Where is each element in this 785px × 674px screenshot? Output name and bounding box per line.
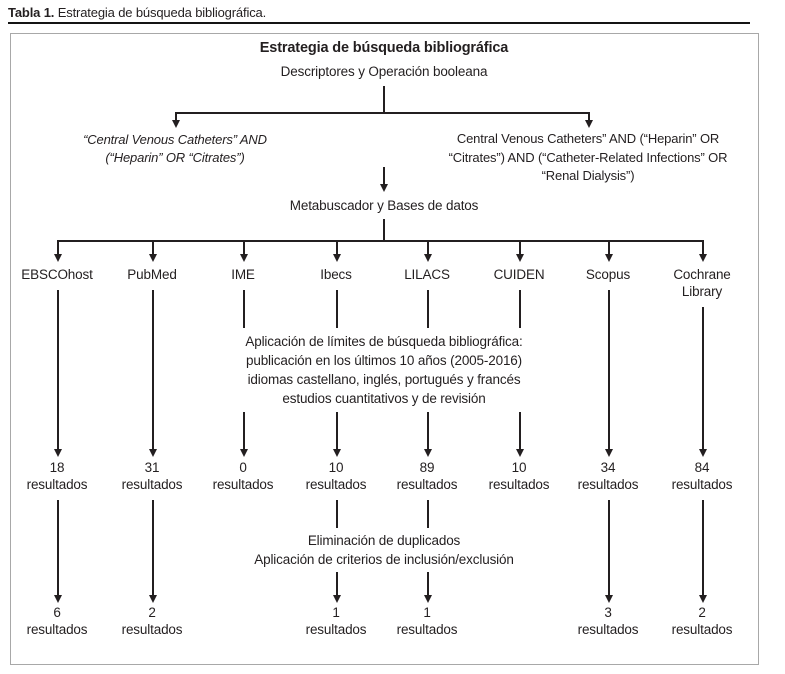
- result-label: resultados: [305, 622, 367, 637]
- limits-line4: estudios cuantitativos y de revisión: [282, 391, 486, 406]
- flowchart-title: Estrategia de búsqueda bibliográfica: [259, 40, 509, 56]
- query-left: [25, 131, 325, 167]
- initial-results: [563, 459, 653, 493]
- database-name: Cochrane Library: [673, 267, 731, 299]
- result-label: resultados: [671, 622, 733, 637]
- table-caption-text: Estrategia de búsqueda bibliográfica.: [54, 5, 267, 20]
- result-label: resultados: [396, 622, 458, 637]
- result-count: 2: [148, 605, 156, 620]
- result-count: 10: [511, 460, 527, 475]
- query-left-line2: (“Heparin” OR “Citrates”): [105, 150, 245, 165]
- connector-arrow: [152, 290, 154, 449]
- result-label: resultados: [396, 477, 458, 492]
- database-name: Ibecs: [320, 267, 352, 282]
- connector-arrow: [702, 500, 704, 595]
- query-right-line1: Central Venous Catheters” AND (“Heparin” OR: [456, 131, 720, 146]
- metasearch-label: Metabuscador y Bases de datos: [289, 198, 479, 213]
- final-results: [107, 604, 197, 638]
- database-name: IME: [231, 267, 255, 282]
- database-name: Scopus: [585, 267, 631, 282]
- limits-line1: Aplicación de límites de búsqueda bibliográfica:: [245, 334, 523, 349]
- final-results: [657, 604, 747, 638]
- result-count: 2: [698, 605, 706, 620]
- result-count: 0: [239, 460, 247, 475]
- final-results: [291, 604, 381, 638]
- result-count: 6: [53, 605, 61, 620]
- result-count: 1: [332, 605, 340, 620]
- initial-results: [198, 459, 288, 493]
- database-name: CUIDEN: [493, 267, 545, 282]
- deduplication-note: [194, 528, 574, 572]
- connector-arrow: [152, 240, 154, 254]
- result-count: 3: [604, 605, 612, 620]
- dedup-line1: Eliminación de duplicados: [307, 533, 461, 548]
- result-label: resultados: [26, 622, 88, 637]
- connector-arrow: [519, 240, 521, 254]
- branch-arrow-right: [588, 112, 590, 120]
- connector-arrow: [152, 500, 154, 595]
- result-label: resultados: [121, 477, 183, 492]
- limits-line3: idiomas castellano, inglés, portugués y francés: [247, 372, 521, 387]
- connector-arrow: [702, 307, 704, 449]
- result-count: 89: [419, 460, 435, 475]
- connector-stem: [383, 219, 385, 241]
- result-count: 18: [49, 460, 65, 475]
- connector-arrow: [608, 500, 610, 595]
- database-branch-line: [57, 240, 704, 242]
- result-label: resultados: [121, 622, 183, 637]
- final-results: [12, 604, 102, 638]
- initial-results: [382, 459, 472, 493]
- result-label: resultados: [671, 477, 733, 492]
- flowchart-subtitle: Descriptores y Operación booleana: [280, 64, 488, 79]
- dedup-line2: Aplicación de criterios de inclusión/exclusión: [254, 552, 514, 567]
- result-label: resultados: [577, 622, 639, 637]
- database-name: PubMed: [127, 267, 177, 282]
- result-count: 34: [600, 460, 616, 475]
- result-count: 10: [328, 460, 344, 475]
- caption-rule: [8, 22, 750, 24]
- limits-line2: publicación en los últimos 10 años (2005-2016): [245, 353, 523, 368]
- initial-results: [657, 459, 747, 493]
- initial-results: [291, 459, 381, 493]
- table-caption: [8, 5, 266, 20]
- database-name: LILACS: [404, 267, 450, 282]
- query-right-line2: “Citrates”) AND (“Catheter-Related Infections” OR: [448, 149, 728, 165]
- final-results: [382, 604, 472, 638]
- initial-results: [107, 459, 197, 493]
- connector-arrow: [383, 167, 385, 184]
- result-count: 84: [694, 460, 710, 475]
- connector-arrow: [427, 240, 429, 254]
- query-left-line1: “Central Venous Catheters” AND: [83, 132, 267, 147]
- initial-results: [12, 459, 102, 493]
- final-results: [563, 604, 653, 638]
- query-right-line3: “Renal Dialysis”): [541, 168, 635, 183]
- connector-arrow: [57, 240, 59, 254]
- connector-arrow: [608, 240, 610, 254]
- result-label: resultados: [577, 477, 639, 492]
- branch-line: [175, 112, 590, 114]
- table-caption-label: Tabla 1.: [8, 5, 55, 20]
- connector-arrow: [243, 240, 245, 254]
- result-count: 31: [144, 460, 160, 475]
- database-name: EBSCOhost: [21, 267, 93, 282]
- result-label: resultados: [212, 477, 274, 492]
- connector-arrow: [336, 240, 338, 254]
- initial-results: [474, 459, 564, 493]
- connector-arrow: [57, 290, 59, 449]
- branch-arrow-left: [175, 112, 177, 120]
- search-limits-note: [184, 328, 584, 412]
- connector-arrow: [608, 290, 610, 449]
- result-label: resultados: [26, 477, 88, 492]
- connector-arrow: [702, 240, 704, 254]
- query-right: [418, 130, 758, 186]
- result-label: resultados: [305, 477, 367, 492]
- result-label: resultados: [488, 477, 550, 492]
- result-count: 1: [423, 605, 431, 620]
- connector-stem: [383, 86, 385, 113]
- connector-arrow: [57, 500, 59, 595]
